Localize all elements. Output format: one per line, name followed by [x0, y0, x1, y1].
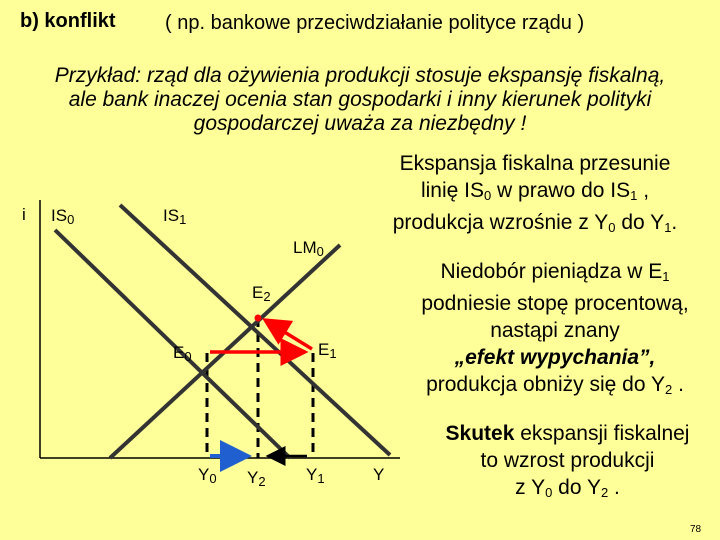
note-fiscal-expansion — [350, 150, 720, 241]
x-axis-label: Y — [373, 465, 385, 484]
y2-label: $Y_2$ — [247, 468, 266, 489]
note1-line-3: produkcja wzrośnie z $Y_0$ do $Y_1$. — [392, 211, 678, 235]
y0-label: $Y_0$ — [198, 465, 217, 486]
e0-label: $E_0$ — [173, 343, 192, 364]
note3-line-3: z $Y_0$ do $Y_2$ . — [515, 476, 620, 500]
example-line-1: Przykład: rząd dla ożywienia produkcji stosuje ekspansję fiskalną, — [54, 64, 666, 87]
is1-label: $IS_1$ — [163, 206, 187, 227]
page-number: 78 — [690, 524, 702, 535]
note2-line-4: „efekt wypychania”, — [454, 346, 656, 369]
e1-label: $E_1$ — [318, 340, 337, 361]
e2-point — [255, 315, 262, 322]
example-line-3: gospodarczej uważa za niezbędny ! — [193, 112, 527, 135]
y-axis-label: i — [22, 205, 26, 224]
example-line-2: ale bank inaczej ocenia stan gospodarki i inny kierunek polityki — [68, 88, 652, 111]
lm0-label: $LM_0$ — [293, 238, 324, 259]
note1-line-1: Ekspansja fiskalna przesunie — [399, 152, 671, 175]
note-crowding-out — [390, 258, 720, 403]
y1-label: $Y_1$ — [306, 465, 325, 486]
note3-line-2: to wzrost produkcji — [480, 449, 655, 472]
note2-line-5: produkcja obniży się do $Y_2$ . — [426, 373, 684, 397]
section-subtitle: ( np. bankowe przeciwdziałanie polityce rządu ) — [165, 12, 585, 34]
note2-line-3: nastąpi znany — [490, 319, 620, 342]
note2-line-1: Niedobór pieniądza w $E_1$ — [440, 260, 670, 284]
e2-label: $E_2$ — [252, 283, 271, 304]
note-result — [415, 420, 720, 506]
note2-line-2: podniesie stopę procentową, — [421, 292, 689, 315]
is0-label: $IS_0$ — [51, 206, 75, 227]
note1-line-2: linię $IS_0$ w prawo do $IS_1$ , — [420, 179, 650, 203]
note3-line-1: Skutek ekspansji fiskalnej — [445, 422, 690, 445]
section-label: b) konflikt — [20, 10, 116, 32]
